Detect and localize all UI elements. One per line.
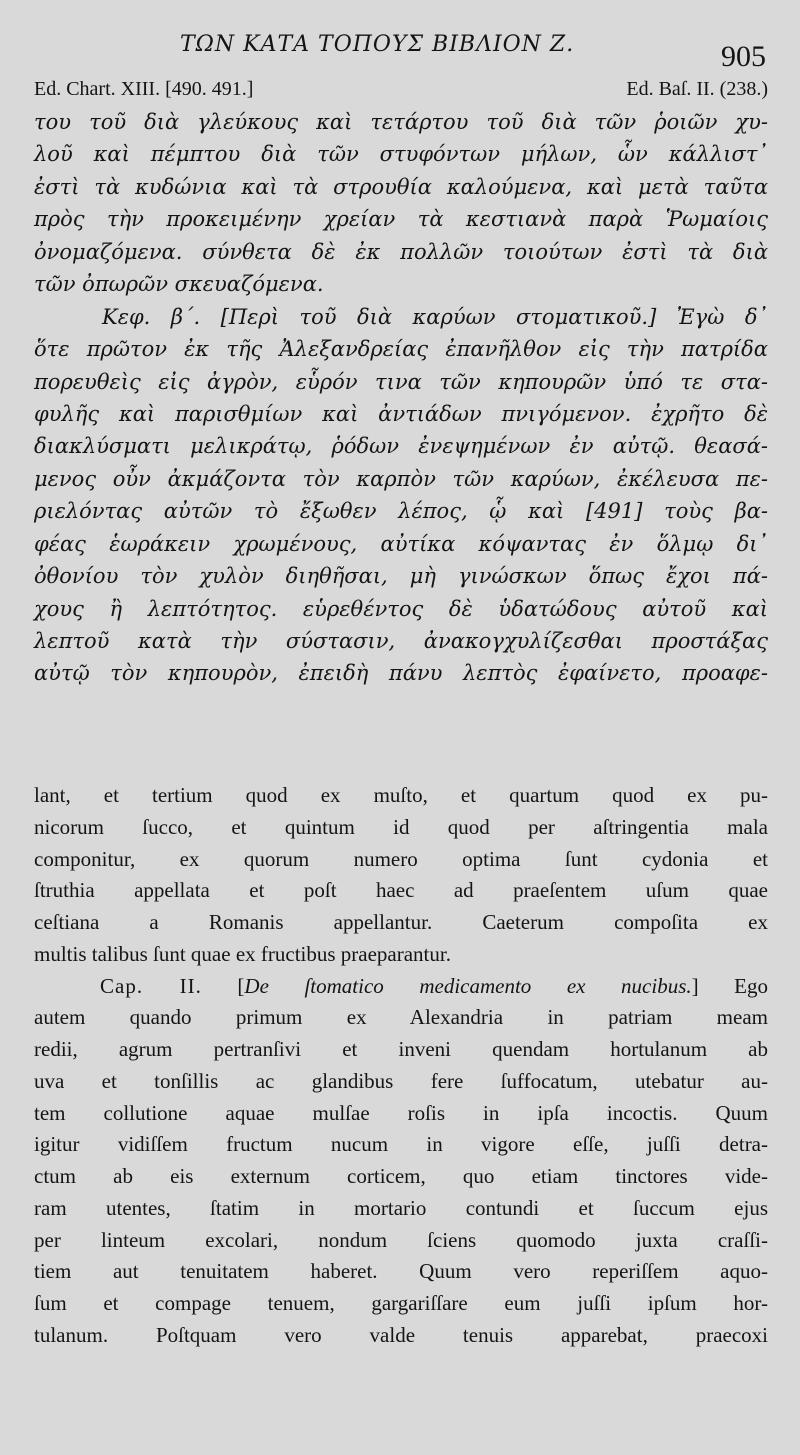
running-head [0,30,800,73]
greek-line: φυλῆς καὶ παρισθμίων καὶ ἀντιάδων πνιγόμενον. ἐχρῆτο δὲ [34,401,768,426]
latin-line: uva et tonſillis ac glandibus fere ſuffocatum, utebatur au- [34,1068,768,1093]
edition-chartier-ref: Ed. Chart. XIII. [490. 491.] [34,78,254,100]
greek-line: πρὸς τὴν προκειμένην χρείαν τὰ κεστιανὰ παρὰ Ῥωμαίοις [34,207,768,232]
greek-line: του τοῦ διὰ γλεύκους καὶ τετάρτου τοῦ διὰ τῶν ῥοιῶν χυ- [34,110,768,134]
greek-line: ὀθονίου τὸν χυλὸν διηθῆσαι, μὴ γινώσκων ὅπως ἔχοι πά- [34,564,768,589]
latin-line: redii, agrum pertranſivi et inveni quendam hortulanum ab [34,1037,768,1061]
chapter-first-word: Ego [734,973,768,998]
greek-line: ὀνομαζόμενα. σύνθετα δὲ ἐκ πολλῶν τοιούτων ἐστὶ τὰ διὰ [34,239,768,264]
latin-line: nicorum ſucco, et quintum id quod per aſtringentia mala [34,814,768,839]
greek-line: ὅτε πρῶτον ἐκ τῆς Ἀλεξανδρείας ἐπανῆλθον εἰς τὴν πατρίδα [34,337,768,362]
latin-line: ceſtiana a Romanis appellantur. Caeterum compoſita ex [34,910,768,934]
latin-line: autem quando primum ex Alexandria in patriam meam [34,1005,768,1030]
latin-line: tem collutione aquae mulſae roſis in ipſa incoctis. Quum [34,1100,768,1125]
latin-chapter-heading-line: Cap. II. [De ſtomatico medicamento ex nucibus.] Ego [100,973,768,998]
edition-basel-ref: Ed. Baſ. II. (238.) [626,78,768,100]
running-title: ΤΩΝ ΚΑΤΑ ΤΟΠΟΥΣ ΒΙΒΛΙΟΝ Ζ. [180,32,575,57]
greek-line: λοῦ καὶ πέμπτου διὰ τῶν στυφόντων μήλων, ὧν κάλλιστ᾽ [34,142,768,167]
latin-line: ctum ab eis externum corticem, quo etiam tinctores vide- [34,1164,768,1188]
greek-line: λεπτοῦ κατὰ τὴν σύστασιν, ἀνακογχυλίζεσθαι προστάξας [34,629,768,653]
latin-line: tiem aut tenuitatem haberet. Quum vero reperiſſem aquo- [34,1259,768,1284]
greek-line: πορευθεὶς εἰς ἀγρὸν, εὗρόν τινα τῶν κηπουρῶν ὑπό τε στα- [34,369,768,394]
latin-line: ſum et compage tenuem, gargariſſare eum juſſi ipſum hor- [34,1291,768,1315]
latin-line: componitur, ex quorum numero optima ſunt cydonia et [34,846,768,871]
latin-line: ram utentes, ſtatim in mortario contundi et ſuccum ejus [34,1195,768,1220]
greek-line: ἐστὶ τὰ κυδώνια καὶ τὰ στρουθία καλούμενα, καὶ μετὰ ταῦτα [34,174,768,199]
edition-reference-line [34,78,768,104]
latin-line: igitur vidiſſem fructum nucum in vigore eſſe, juſſi detra- [34,1132,768,1157]
greek-line: αὐτῷ τὸν κηπουρὸν, ἐπειδὴ πάνυ λεπτὸς ἐφαίνετο, προαφε- [34,661,768,686]
greek-line: ριελόντας αὐτῶν τὸ ἔξωθεν λέπος, ᾧ καὶ [491] τοὺς βα- [34,499,768,524]
greek-text-block [34,106,768,690]
page-number: 905 [721,40,766,73]
latin-line: multis talibus ſunt quae ex fructibus praeparantur. [34,941,451,966]
greek-chapter-heading-line: Κεφ. β΄. [Περὶ τοῦ διὰ καρύων στοματικοῦ.] Ἐγὼ δ᾽ [102,304,768,329]
chapter-title: De ſtomatico medicamento ex nucibus. [244,973,692,998]
latin-line: ſtruthia appellata et poſt haec ad praeſentem uſum quae [34,878,768,903]
greek-line: χους ἢ λεπτότητος. εὑρεθέντος δὲ ὑδατώδους αὐτοῦ καὶ [34,596,768,621]
latin-line: tulanum. Poſtquam vero valde tenuis apparebat, praecoxi [34,1322,768,1347]
greek-line: τῶν ὀπωρῶν σκευαζόμενα. [34,272,324,297]
chapter-label: Cap. II. [100,973,202,998]
latin-text-block [34,780,768,1352]
greek-line: μενος οὖν ἀκμάζοντα τὸν καρπὸν τῶν καρύων, ἐκέλευσα πε- [34,466,768,491]
latin-line: lant, et tertium quod ex muſto, et quartum quod ex pu- [34,783,768,807]
latin-line: per linteum excolari, nondum ſciens quomodo juxta craſſi- [34,1227,768,1252]
greek-line: φέας ἑωράκειν χρωμένους, αὐτίκα κόψαντας ἐν ὅλμῳ δι᾽ [34,531,768,556]
greek-line: διακλύσματι μελικράτῳ, ῥόδων ἐνεψημένων ἐν αὐτῷ. θεασά- [34,434,768,459]
